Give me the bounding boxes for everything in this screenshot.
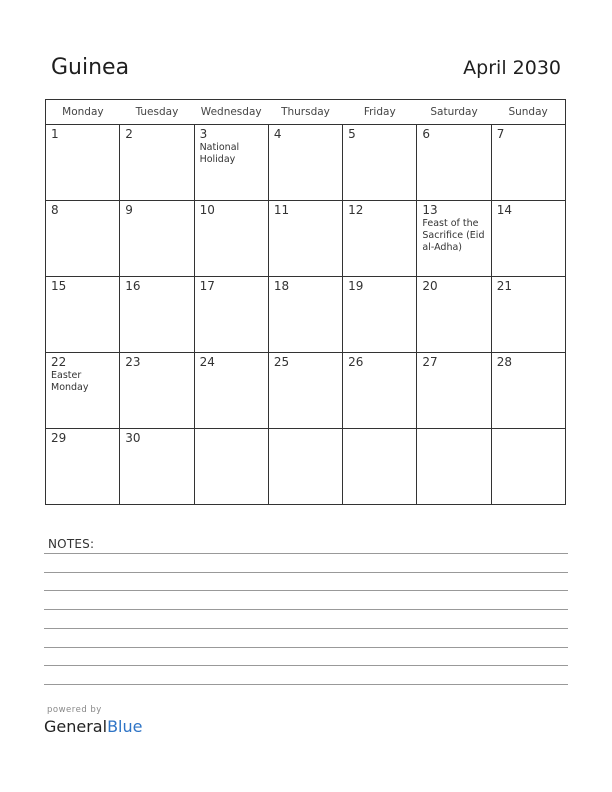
day-cell: [417, 277, 491, 353]
day-cell: [417, 353, 491, 429]
day-number: 7: [496, 127, 505, 141]
day-number: 19: [348, 279, 364, 293]
notes-line[interactable]: [44, 553, 568, 554]
day-cell: [417, 125, 491, 201]
day-cell: [46, 125, 120, 201]
day-number: 16: [125, 279, 141, 293]
day-cell: [120, 277, 194, 353]
day-cell: [194, 277, 268, 353]
day-number: 14: [496, 203, 512, 217]
day-cell: [268, 277, 342, 353]
day-cell: [46, 201, 120, 277]
week-row: [46, 429, 566, 505]
week-row: [46, 201, 566, 277]
day-cell: [343, 429, 417, 505]
notes-label: NOTES:: [48, 537, 95, 551]
weekday-tuesday: Tuesday: [120, 100, 194, 125]
holiday-label: National Holiday: [199, 142, 240, 165]
day-number: 3: [199, 127, 208, 141]
day-number: 25: [273, 355, 290, 369]
powered-by-label: powered by: [47, 705, 102, 715]
weekday-monday: Monday: [46, 100, 120, 125]
day-cell: [417, 429, 491, 505]
day-cell: [194, 201, 268, 277]
day-cell: [491, 125, 565, 201]
day-number: 2: [125, 127, 133, 141]
day-cell: [268, 125, 342, 201]
holiday-label: Feast of the Sacrifice (Eid al-Adha): [422, 218, 485, 253]
day-number: 26: [348, 355, 364, 369]
week-row: [46, 277, 566, 353]
day-number: 29: [51, 431, 67, 445]
day-cell: [120, 429, 194, 505]
generalblue-logo[interactable]: [44, 717, 142, 736]
day-number: 20: [422, 279, 438, 293]
day-number: 10: [199, 203, 215, 217]
day-number: 27: [422, 355, 438, 369]
day-number: 24: [199, 355, 215, 369]
day-number: 30: [125, 431, 141, 445]
weekday-header-row: [46, 100, 566, 125]
day-cell: [343, 277, 417, 353]
day-cell: [46, 353, 120, 429]
weekday-sunday: Sunday: [491, 100, 565, 125]
holiday-label: Easter Monday: [51, 370, 89, 393]
day-number: 8: [51, 203, 59, 217]
day-number: 15: [51, 279, 67, 293]
day-cell: [343, 353, 417, 429]
day-number: 23: [125, 355, 141, 369]
weekday-thursday: Thursday: [268, 100, 342, 125]
day-number: 21: [496, 279, 512, 293]
day-number: 4: [273, 127, 282, 141]
day-cell: [194, 429, 268, 505]
day-cell: [120, 201, 194, 277]
day-cell: [194, 353, 268, 429]
day-cell: [491, 353, 565, 429]
day-number: 13: [422, 203, 438, 217]
day-cell: [120, 353, 194, 429]
country-title: Guinea: [51, 55, 130, 80]
day-cell: [46, 429, 120, 505]
notes-line[interactable]: [44, 665, 568, 666]
day-cell: [491, 429, 565, 505]
day-number: 5: [348, 127, 356, 141]
day-number: 28: [496, 355, 512, 369]
week-row: [46, 353, 566, 429]
week-row: [46, 125, 566, 201]
day-cell: [120, 125, 194, 201]
month-year-title: April 2030: [463, 57, 561, 79]
day-number: 11: [273, 203, 290, 217]
day-cell: [343, 201, 417, 277]
calendar-grid: [45, 99, 566, 505]
brand-blue: Blue: [107, 717, 143, 736]
day-number: 6: [422, 127, 431, 141]
day-number: 1: [51, 127, 59, 141]
notes-line[interactable]: [44, 609, 568, 610]
weekday-wednesday: Wednesday: [194, 100, 268, 125]
day-number: 9: [125, 203, 133, 217]
notes-line[interactable]: [44, 684, 568, 685]
day-number: 12: [348, 203, 364, 217]
day-number: 18: [273, 279, 290, 293]
day-cell: [417, 201, 491, 277]
weekday-saturday: Saturday: [417, 100, 491, 125]
notes-line[interactable]: [44, 572, 568, 573]
day-number: 22: [51, 355, 67, 369]
day-cell: [491, 201, 565, 277]
day-cell: [46, 277, 120, 353]
day-cell: [194, 125, 268, 201]
day-cell: [268, 429, 342, 505]
day-number: 17: [199, 279, 215, 293]
day-cell: [491, 277, 565, 353]
weekday-friday: Friday: [343, 100, 417, 125]
day-cell: [268, 353, 342, 429]
notes-line[interactable]: [44, 647, 568, 648]
notes-line[interactable]: [44, 628, 568, 629]
day-cell: [343, 125, 417, 201]
notes-line[interactable]: [44, 590, 568, 591]
day-cell: [268, 201, 342, 277]
brand-general: General: [44, 717, 108, 736]
